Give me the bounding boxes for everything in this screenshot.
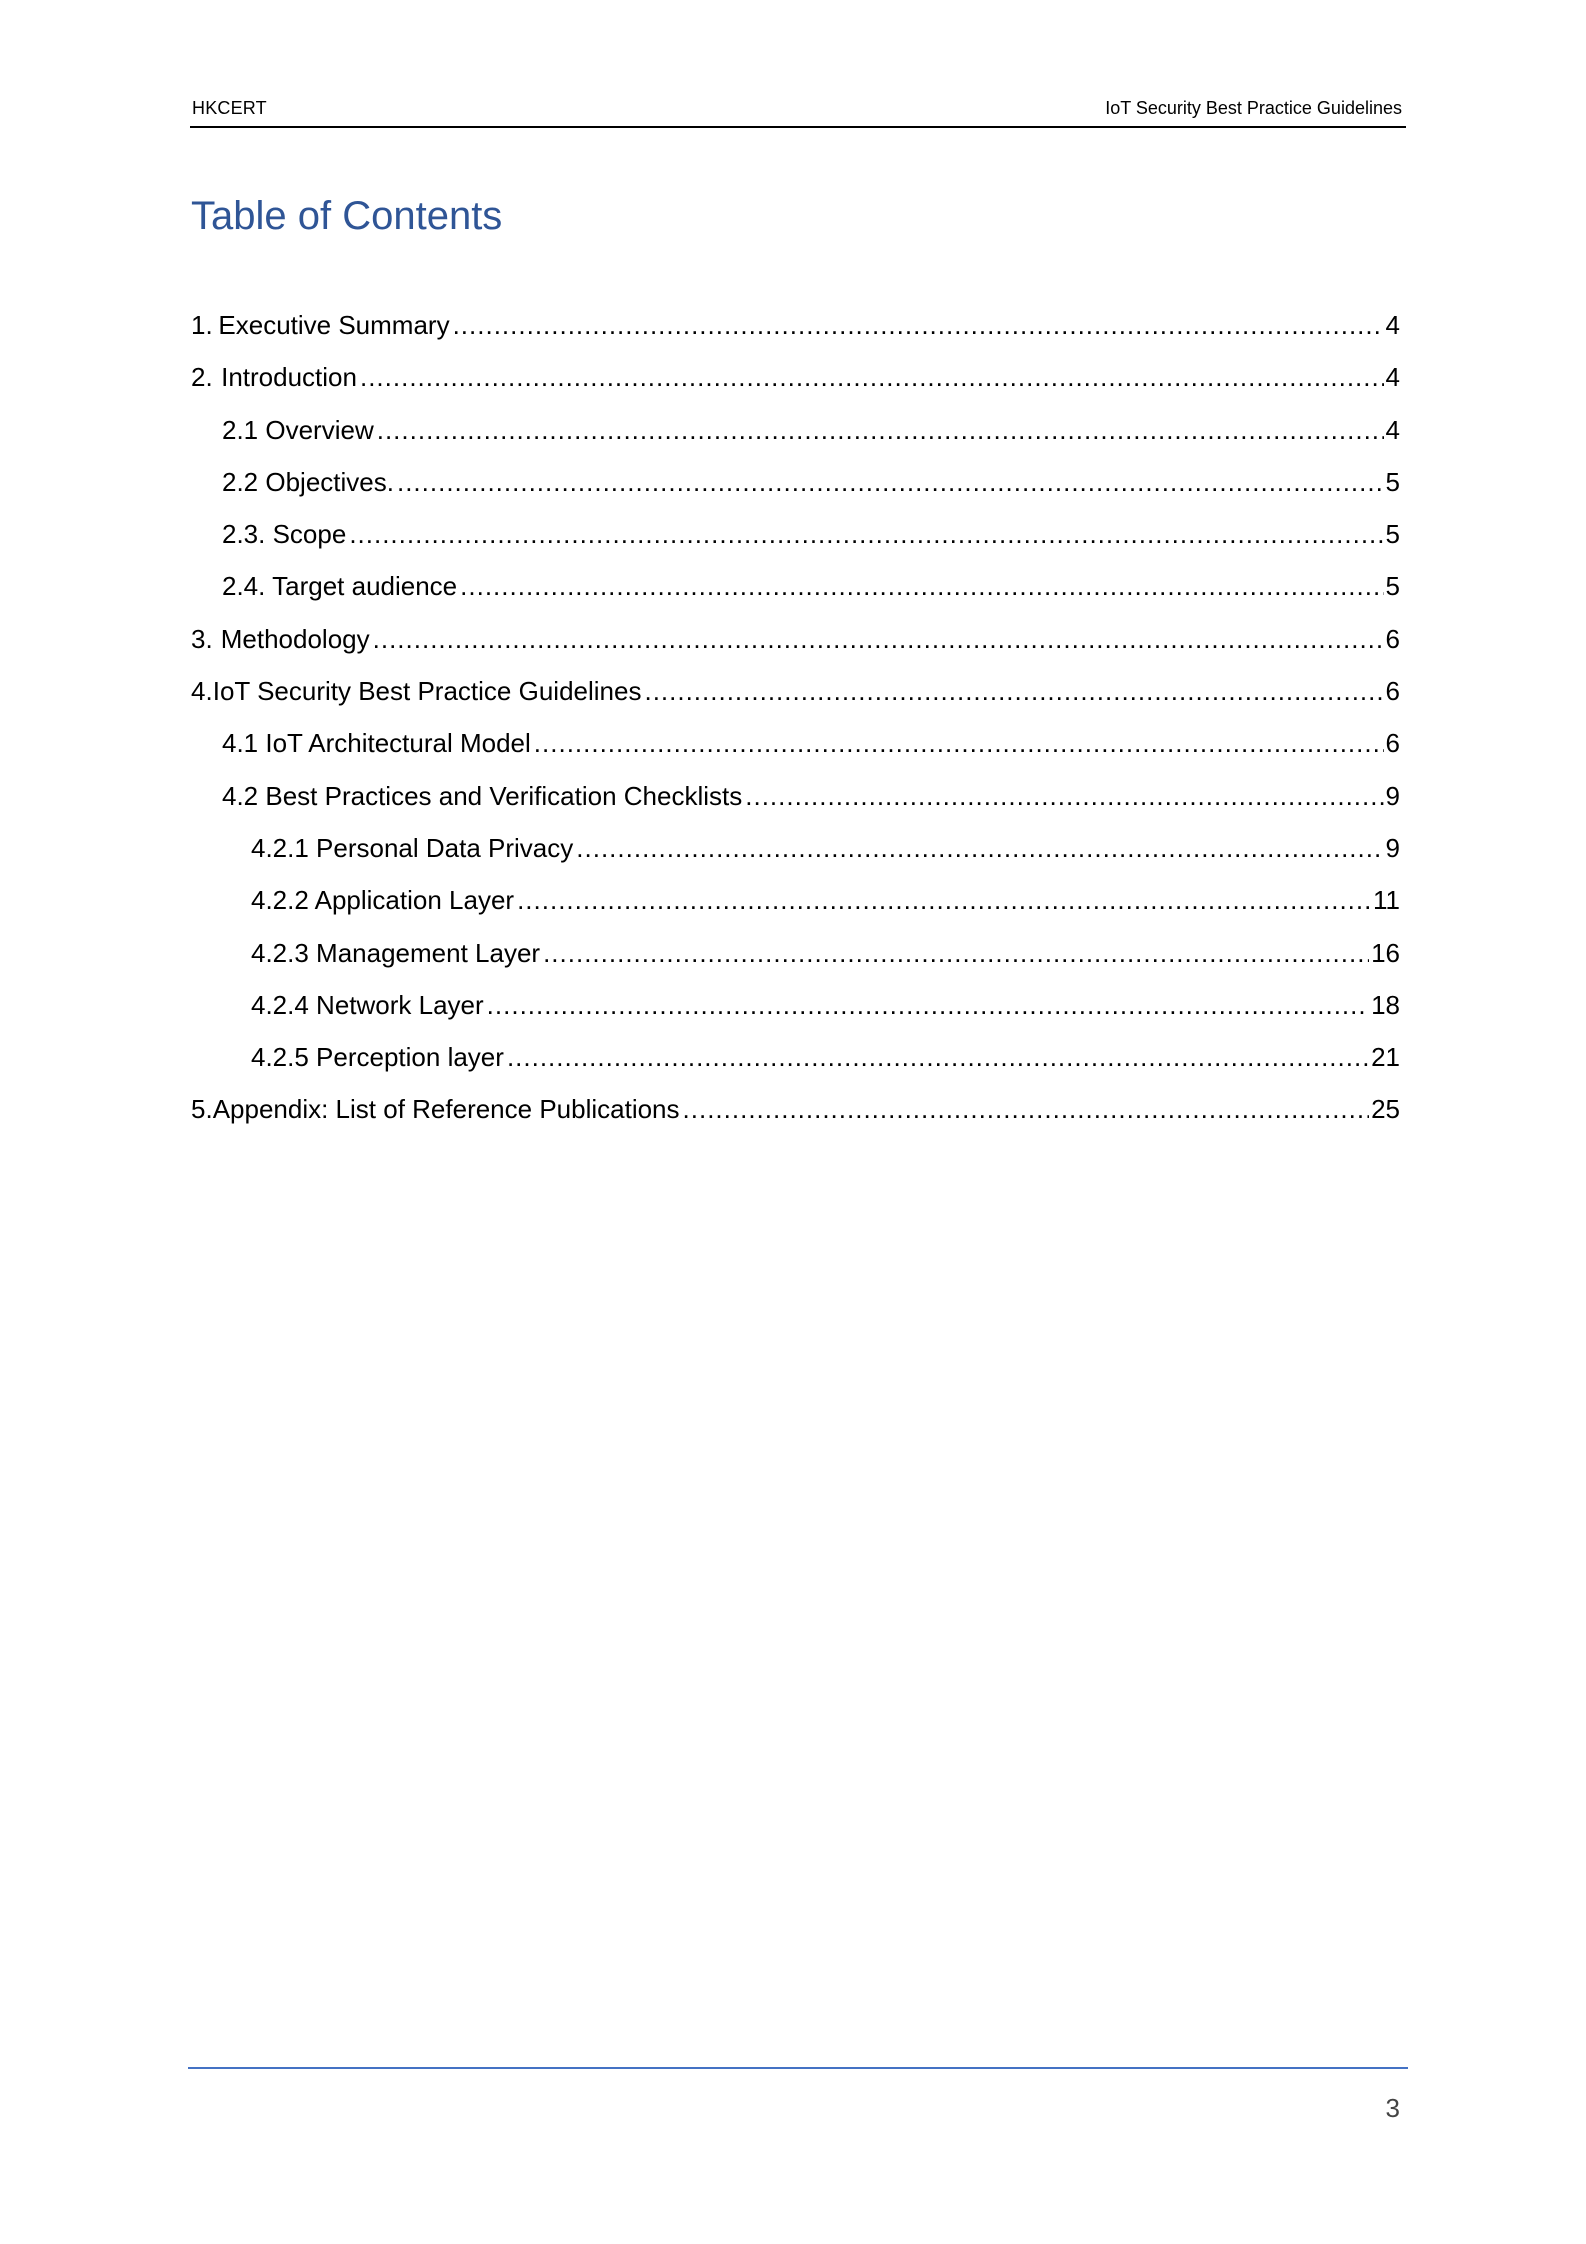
toc-entry-number: 1. (191, 310, 213, 340)
toc-entry-title: 4.2 Best Practices and Verification Checklists (222, 780, 743, 811)
toc-entry-title: 2.1 Overview (222, 414, 374, 445)
toc-dot-leader (683, 1094, 1370, 1125)
toc-entry-page: 5 (1385, 466, 1400, 497)
toc-entry-title: Introduction (221, 362, 357, 393)
toc-dot-leader (644, 676, 1383, 707)
toc-entry-page: 4 (1385, 414, 1400, 445)
toc-entry-methodology[interactable] (191, 624, 1401, 676)
toc-dot-leader (349, 519, 1383, 550)
header-document-title: IoT Security Best Practice Guidelines (1105, 98, 1402, 118)
toc-entry-page: 18 (1371, 989, 1400, 1020)
toc-entry-architectural-model[interactable] (191, 728, 1401, 780)
toc-heading: Table of Contents (191, 194, 503, 238)
toc-entry-page: 6 (1385, 728, 1400, 759)
toc-entry-title: 4.1 IoT Architectural Model (222, 728, 531, 759)
toc-entry-perception-layer[interactable] (191, 1042, 1401, 1094)
toc-entry-title: 2.3. Scope (222, 519, 347, 550)
toc-entry-page: 6 (1385, 623, 1400, 654)
toc-dot-leader (360, 362, 1384, 393)
toc-dot-leader (507, 1042, 1369, 1073)
toc-entry-appendix[interactable] (191, 1094, 1401, 1146)
toc-entry-title: 4.2.5 Perception layer (251, 1042, 504, 1073)
toc-entry-best-practices[interactable] (191, 781, 1401, 833)
toc-entry-page: 4 (1385, 362, 1400, 393)
toc-entry-title: 4.2.4 Network Layer (251, 989, 484, 1020)
toc-entry-page: 9 (1385, 780, 1400, 811)
toc-dot-leader (576, 833, 1383, 864)
toc-entry-title: Appendix: List of Reference Publications (212, 1094, 680, 1125)
toc-entry-title: 2.4. Target audience (222, 571, 458, 602)
toc-entry-title: 4.2.3 Management Layer (251, 937, 541, 968)
toc-entry-number: 2. (191, 362, 213, 393)
toc-entry-number: 5. (191, 1094, 213, 1125)
toc-entry-page: 6 (1385, 676, 1400, 707)
toc-entry-target-audience[interactable] (191, 571, 1401, 623)
toc-entry-title: Methodology (220, 623, 370, 654)
toc-entry-page: 4 (1385, 310, 1400, 340)
toc-dot-leader (453, 310, 1384, 341)
toc-entry-number: 3. (191, 623, 213, 654)
toc-entry-page: 11 (1373, 885, 1400, 916)
toc-entry-overview[interactable] (191, 415, 1401, 467)
toc-entry-objectives[interactable] (191, 467, 1401, 519)
toc-entry-page: 25 (1371, 1094, 1400, 1125)
toc-dot-leader (517, 885, 1371, 916)
toc-dot-leader (397, 467, 1384, 498)
toc-entry-page: 16 (1371, 937, 1400, 968)
toc-entry-personal-data-privacy[interactable] (191, 833, 1401, 885)
toc-dot-leader (373, 624, 1384, 655)
toc-entry-scope[interactable] (191, 519, 1401, 571)
toc-entry-number: 4. (191, 676, 213, 707)
toc-entry-management-layer[interactable] (191, 938, 1401, 990)
toc-entry-title: 4.2.2 Application Layer (251, 885, 515, 916)
page-header (190, 96, 1406, 128)
toc-dot-leader (487, 990, 1369, 1021)
toc-dot-leader (543, 938, 1369, 969)
toc-dot-leader (534, 728, 1384, 759)
toc-entry-introduction[interactable] (191, 362, 1401, 414)
toc-dot-leader (377, 415, 1384, 446)
footer-divider (188, 2067, 1408, 2069)
header-organization: HKCERT (192, 98, 267, 118)
table-of-contents (191, 310, 1401, 1147)
toc-entry-page: 9 (1385, 832, 1400, 863)
toc-entry-title: 2.2 Objectives. (222, 466, 394, 497)
toc-entry-application-layer[interactable] (191, 885, 1401, 937)
toc-entry-page: 21 (1371, 1042, 1400, 1073)
page-number: 3 (1385, 2093, 1400, 2123)
toc-entry-title: 4.2.1 Personal Data Privacy (251, 832, 574, 863)
toc-entry-title: IoT Security Best Practice Guidelines (212, 676, 642, 707)
toc-entry-iot-guidelines[interactable] (191, 676, 1401, 728)
toc-entry-executive-summary[interactable] (191, 310, 1401, 362)
toc-entry-page: 5 (1385, 571, 1400, 602)
toc-dot-leader (745, 781, 1383, 812)
toc-entry-title: Executive Summary (218, 310, 450, 340)
toc-dot-leader (460, 571, 1383, 602)
toc-entry-page: 5 (1385, 519, 1400, 550)
toc-entry-network-layer[interactable] (191, 990, 1401, 1042)
